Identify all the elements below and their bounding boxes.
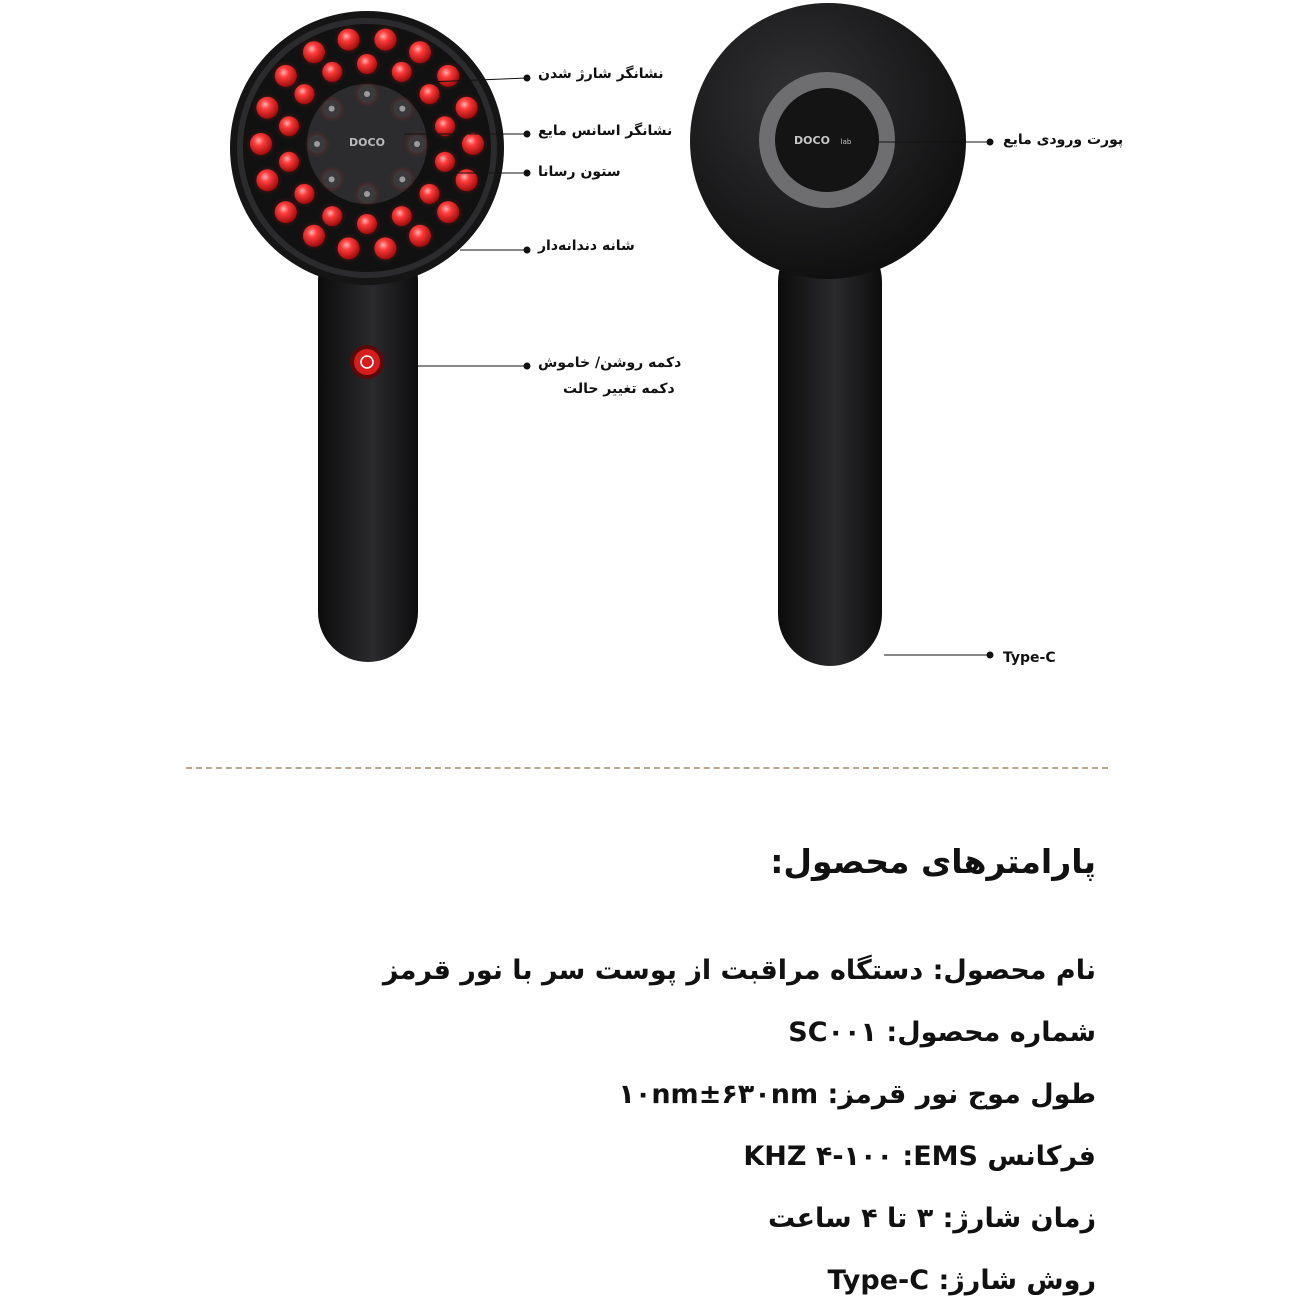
- red-led: [374, 29, 396, 51]
- param-value: ۴-۱۰۰ KHZ: [743, 1141, 893, 1172]
- device-front: [230, 11, 504, 662]
- red-led: [279, 152, 299, 172]
- section-divider: [186, 767, 1108, 769]
- callout-conductive-column: ستون رسانا: [538, 164, 621, 180]
- param-row: [788, 1016, 1096, 1050]
- red-led: [420, 184, 440, 204]
- param-value: SC۰۰۱: [788, 1017, 877, 1048]
- red-led: [409, 225, 431, 247]
- callout-power-button: دکمه روشن/ خاموش: [538, 355, 682, 371]
- param-row: [618, 1078, 1096, 1112]
- conductive-pin-tip: [399, 176, 405, 182]
- back-logo: DOCO: [794, 134, 830, 147]
- power-button[interactable]: [350, 345, 384, 379]
- param-label: شماره محصول:: [886, 1017, 1096, 1048]
- red-led: [294, 84, 314, 104]
- param-label: نام محصول:: [932, 955, 1096, 986]
- red-led: [303, 225, 325, 247]
- red-led: [374, 237, 396, 259]
- red-led: [435, 152, 455, 172]
- red-led: [462, 133, 484, 155]
- red-led: [275, 201, 297, 223]
- conductive-pin-tip: [329, 176, 335, 182]
- conductive-pin-tip: [314, 141, 320, 147]
- red-led: [279, 116, 299, 136]
- callout-charge-indicator: نشانگر شارژ شدن: [538, 66, 664, 82]
- param-label: زمان شارژ:: [942, 1203, 1096, 1234]
- red-led: [435, 116, 455, 136]
- param-label: روش شارژ:: [938, 1265, 1096, 1296]
- red-led: [338, 237, 360, 259]
- param-value: Type-C: [827, 1265, 930, 1296]
- param-row: [383, 954, 1096, 988]
- red-led: [392, 62, 412, 82]
- conductive-pin-tip: [399, 106, 405, 112]
- param-value: دستگاه مراقبت از پوست سر با نور قرمز: [382, 955, 924, 986]
- param-label: فرکانس EMS:: [902, 1141, 1096, 1172]
- conductive-pin-tip: [329, 106, 335, 112]
- callout-type-c: Type-C: [1003, 650, 1056, 666]
- red-led: [294, 184, 314, 204]
- param-row: [743, 1140, 1096, 1174]
- callout-toothed-comb: شانه دندانه‌دار: [538, 238, 635, 254]
- callout-essence-indicator: نشانگر اسانس مایع: [538, 123, 673, 139]
- red-led: [392, 206, 412, 226]
- red-led: [256, 97, 278, 119]
- red-led: [322, 206, 342, 226]
- red-led: [456, 97, 478, 119]
- red-led: [275, 65, 297, 87]
- back-logo-sub: lab: [840, 138, 852, 146]
- front-logo: DOCO: [349, 136, 385, 149]
- red-led: [357, 54, 377, 74]
- param-value: ۱۰nm±۶۳۰nm: [618, 1079, 819, 1110]
- red-led: [322, 62, 342, 82]
- conductive-pin-tip: [364, 91, 370, 97]
- red-led: [420, 84, 440, 104]
- conductive-pin-tip: [364, 191, 370, 197]
- red-led: [409, 41, 431, 63]
- callout-liquid-port: پورت ورودی مایع: [1003, 132, 1124, 148]
- param-row: [768, 1202, 1096, 1236]
- callout-mode-button: دکمه تغییر حالت: [563, 381, 675, 397]
- red-led: [256, 169, 278, 191]
- red-led: [357, 214, 377, 234]
- red-led: [338, 29, 360, 51]
- params-title: پارامترهای محصول:: [770, 842, 1096, 881]
- param-label: طول موج نور قرمز:: [827, 1079, 1096, 1110]
- red-led: [437, 65, 459, 87]
- param-row: [828, 1264, 1096, 1298]
- red-led: [437, 201, 459, 223]
- param-value: ۳ تا ۴ ساعت: [768, 1203, 934, 1234]
- red-led: [303, 41, 325, 63]
- conductive-pin-tip: [414, 141, 420, 147]
- red-led: [250, 133, 272, 155]
- device-back: [690, 3, 966, 666]
